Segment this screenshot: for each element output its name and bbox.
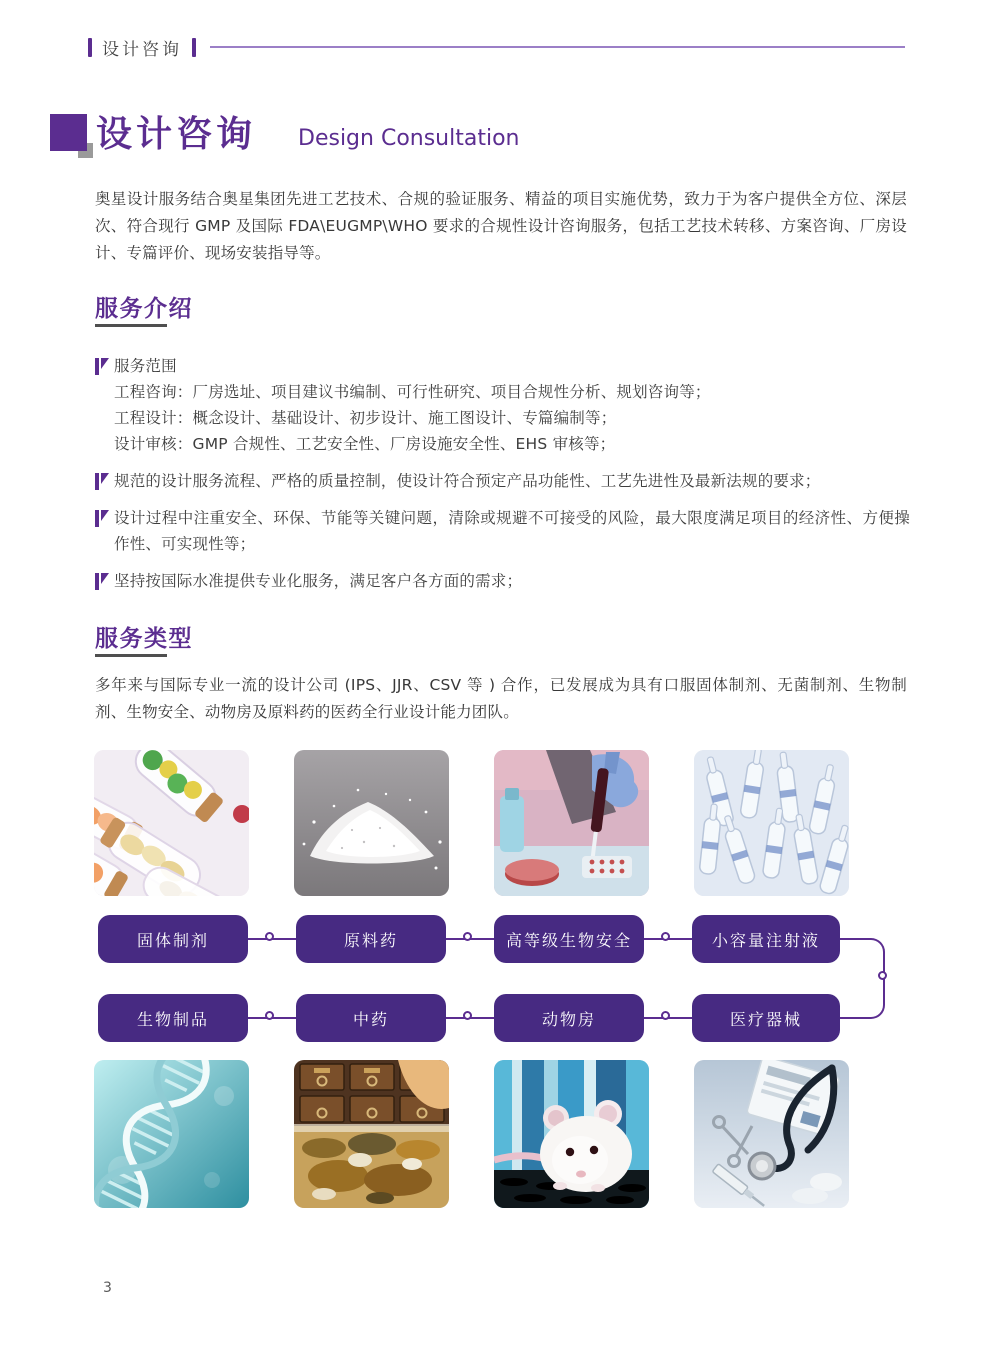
page-title-en: Design Consultation <box>298 126 520 151</box>
page-header <box>88 34 905 60</box>
bullet-item <box>95 505 910 557</box>
flow-connector-node-icon <box>878 971 887 980</box>
flag-bullet-icon <box>95 510 109 527</box>
photo-herbal-medicine-drawers <box>294 1060 449 1208</box>
photo-pills-in-glass-vials <box>94 750 249 896</box>
flow-node-biologics: 生物制品 <box>98 994 248 1042</box>
flow-node-tcm: 中药 <box>296 994 446 1042</box>
bullet-line: 工程设计：概念设计、基础设计、初步设计、施工图设计、专篇编制等； <box>114 409 617 427</box>
flow-node-small-injection: 小容量注射液 <box>692 915 840 963</box>
header-left-bar-icon <box>88 38 92 57</box>
pills-illustration <box>94 750 249 896</box>
ampoules-illustration <box>694 750 849 896</box>
service-intro-bullets <box>95 353 910 605</box>
service-flow-diagram <box>94 915 894 1050</box>
bullet-line: 坚持按国际水准提供专业化服务，满足客户各方面的需求； <box>114 572 523 590</box>
page-number: 3 <box>103 1280 112 1296</box>
mouse-illustration <box>494 1060 649 1208</box>
section-heading-service-intro: 服务介绍 <box>95 296 193 322</box>
photo-medical-devices <box>694 1060 849 1208</box>
flow-node-api: 原料药 <box>296 915 446 963</box>
bullet-line: 工程咨询：厂房选址、项目建议书编制、可行性研究、项目合规性分析、规划咨询等； <box>114 383 711 401</box>
lab-illustration <box>494 750 649 896</box>
section-underline <box>95 654 167 657</box>
intro-paragraph: 奥星设计服务结合奥星集团先进工艺技术、合规的验证服务、精益的项目实施优势，致力于为客户提供全方位、深层次、符合现行 GMP 及国际 FDA\EUGMP\WHO 要求的合规性设计咨询服务，包括工艺技术转移、方案咨询、厂房设计、专篇评价、现场安装指导等。 <box>95 190 907 262</box>
photo-laboratory-pipetting <box>494 750 649 896</box>
section-underline <box>95 324 167 327</box>
photo-lab-mouse <box>494 1060 649 1208</box>
flow-connector-node-icon <box>463 932 472 941</box>
powder-illustration <box>294 750 449 896</box>
photo-white-api-powder <box>294 750 449 896</box>
service-types-paragraph: 多年来与国际专业一流的设计公司 (IPS、JJR、CSV 等 ) 合作，已发展成为具有口服固体制剂、无菌制剂、生物制剂、生物安全、动物房及原料药的医药全行业设计能力团队。 <box>95 676 907 721</box>
flow-connector-node-icon <box>265 932 274 941</box>
photo-dna-helix <box>94 1060 249 1208</box>
header-rule <box>210 46 905 48</box>
header-label: 设计咨询 <box>102 39 182 60</box>
bullet-line: 规范的设计服务流程、严格的质量控制，使设计符合预定产品功能性、工艺先进性及最新法规的要求； <box>114 472 821 490</box>
photo-small-volume-ampoules <box>694 750 849 896</box>
flow-node-animal-house: 动物房 <box>494 994 644 1042</box>
bullet-title: 服务范围 <box>114 357 177 375</box>
flow-connector-node-icon <box>463 1011 472 1020</box>
bullet-line: 设计审核：GMP 合规性、工艺安全性、厂房设施安全性、EHS 审核等； <box>114 435 616 453</box>
flow-node-solid-dosage: 固体制剂 <box>98 915 248 963</box>
header-right-bar-icon <box>192 38 196 57</box>
flow-connector-node-icon <box>661 932 670 941</box>
bullet-item <box>95 468 910 494</box>
title-block <box>50 104 750 166</box>
medical-devices-illustration <box>694 1060 849 1208</box>
flow-connector-node-icon <box>265 1011 274 1020</box>
flow-node-biosafety: 高等级生物安全 <box>494 915 644 963</box>
dna-illustration <box>94 1060 249 1208</box>
bullet-item <box>95 568 910 594</box>
flow-node-medical-device: 医疗器械 <box>692 994 840 1042</box>
flow-connector-node-icon <box>661 1011 670 1020</box>
flag-bullet-icon <box>95 473 109 490</box>
flag-bullet-icon <box>95 573 109 590</box>
flag-bullet-icon <box>95 358 109 375</box>
title-purple-square-icon <box>50 114 87 151</box>
section-heading-service-types: 服务类型 <box>95 626 193 652</box>
bullet-line: 设计过程中注重安全、环保、节能等关键问题，清除或规避不可接受的风险，最大限度满足项目的经济性、方便操作性、可实现性等； <box>114 509 910 553</box>
herbs-illustration <box>294 1060 449 1208</box>
page-title-zh: 设计咨询 <box>96 114 257 155</box>
bullet-service-scope <box>95 353 910 457</box>
